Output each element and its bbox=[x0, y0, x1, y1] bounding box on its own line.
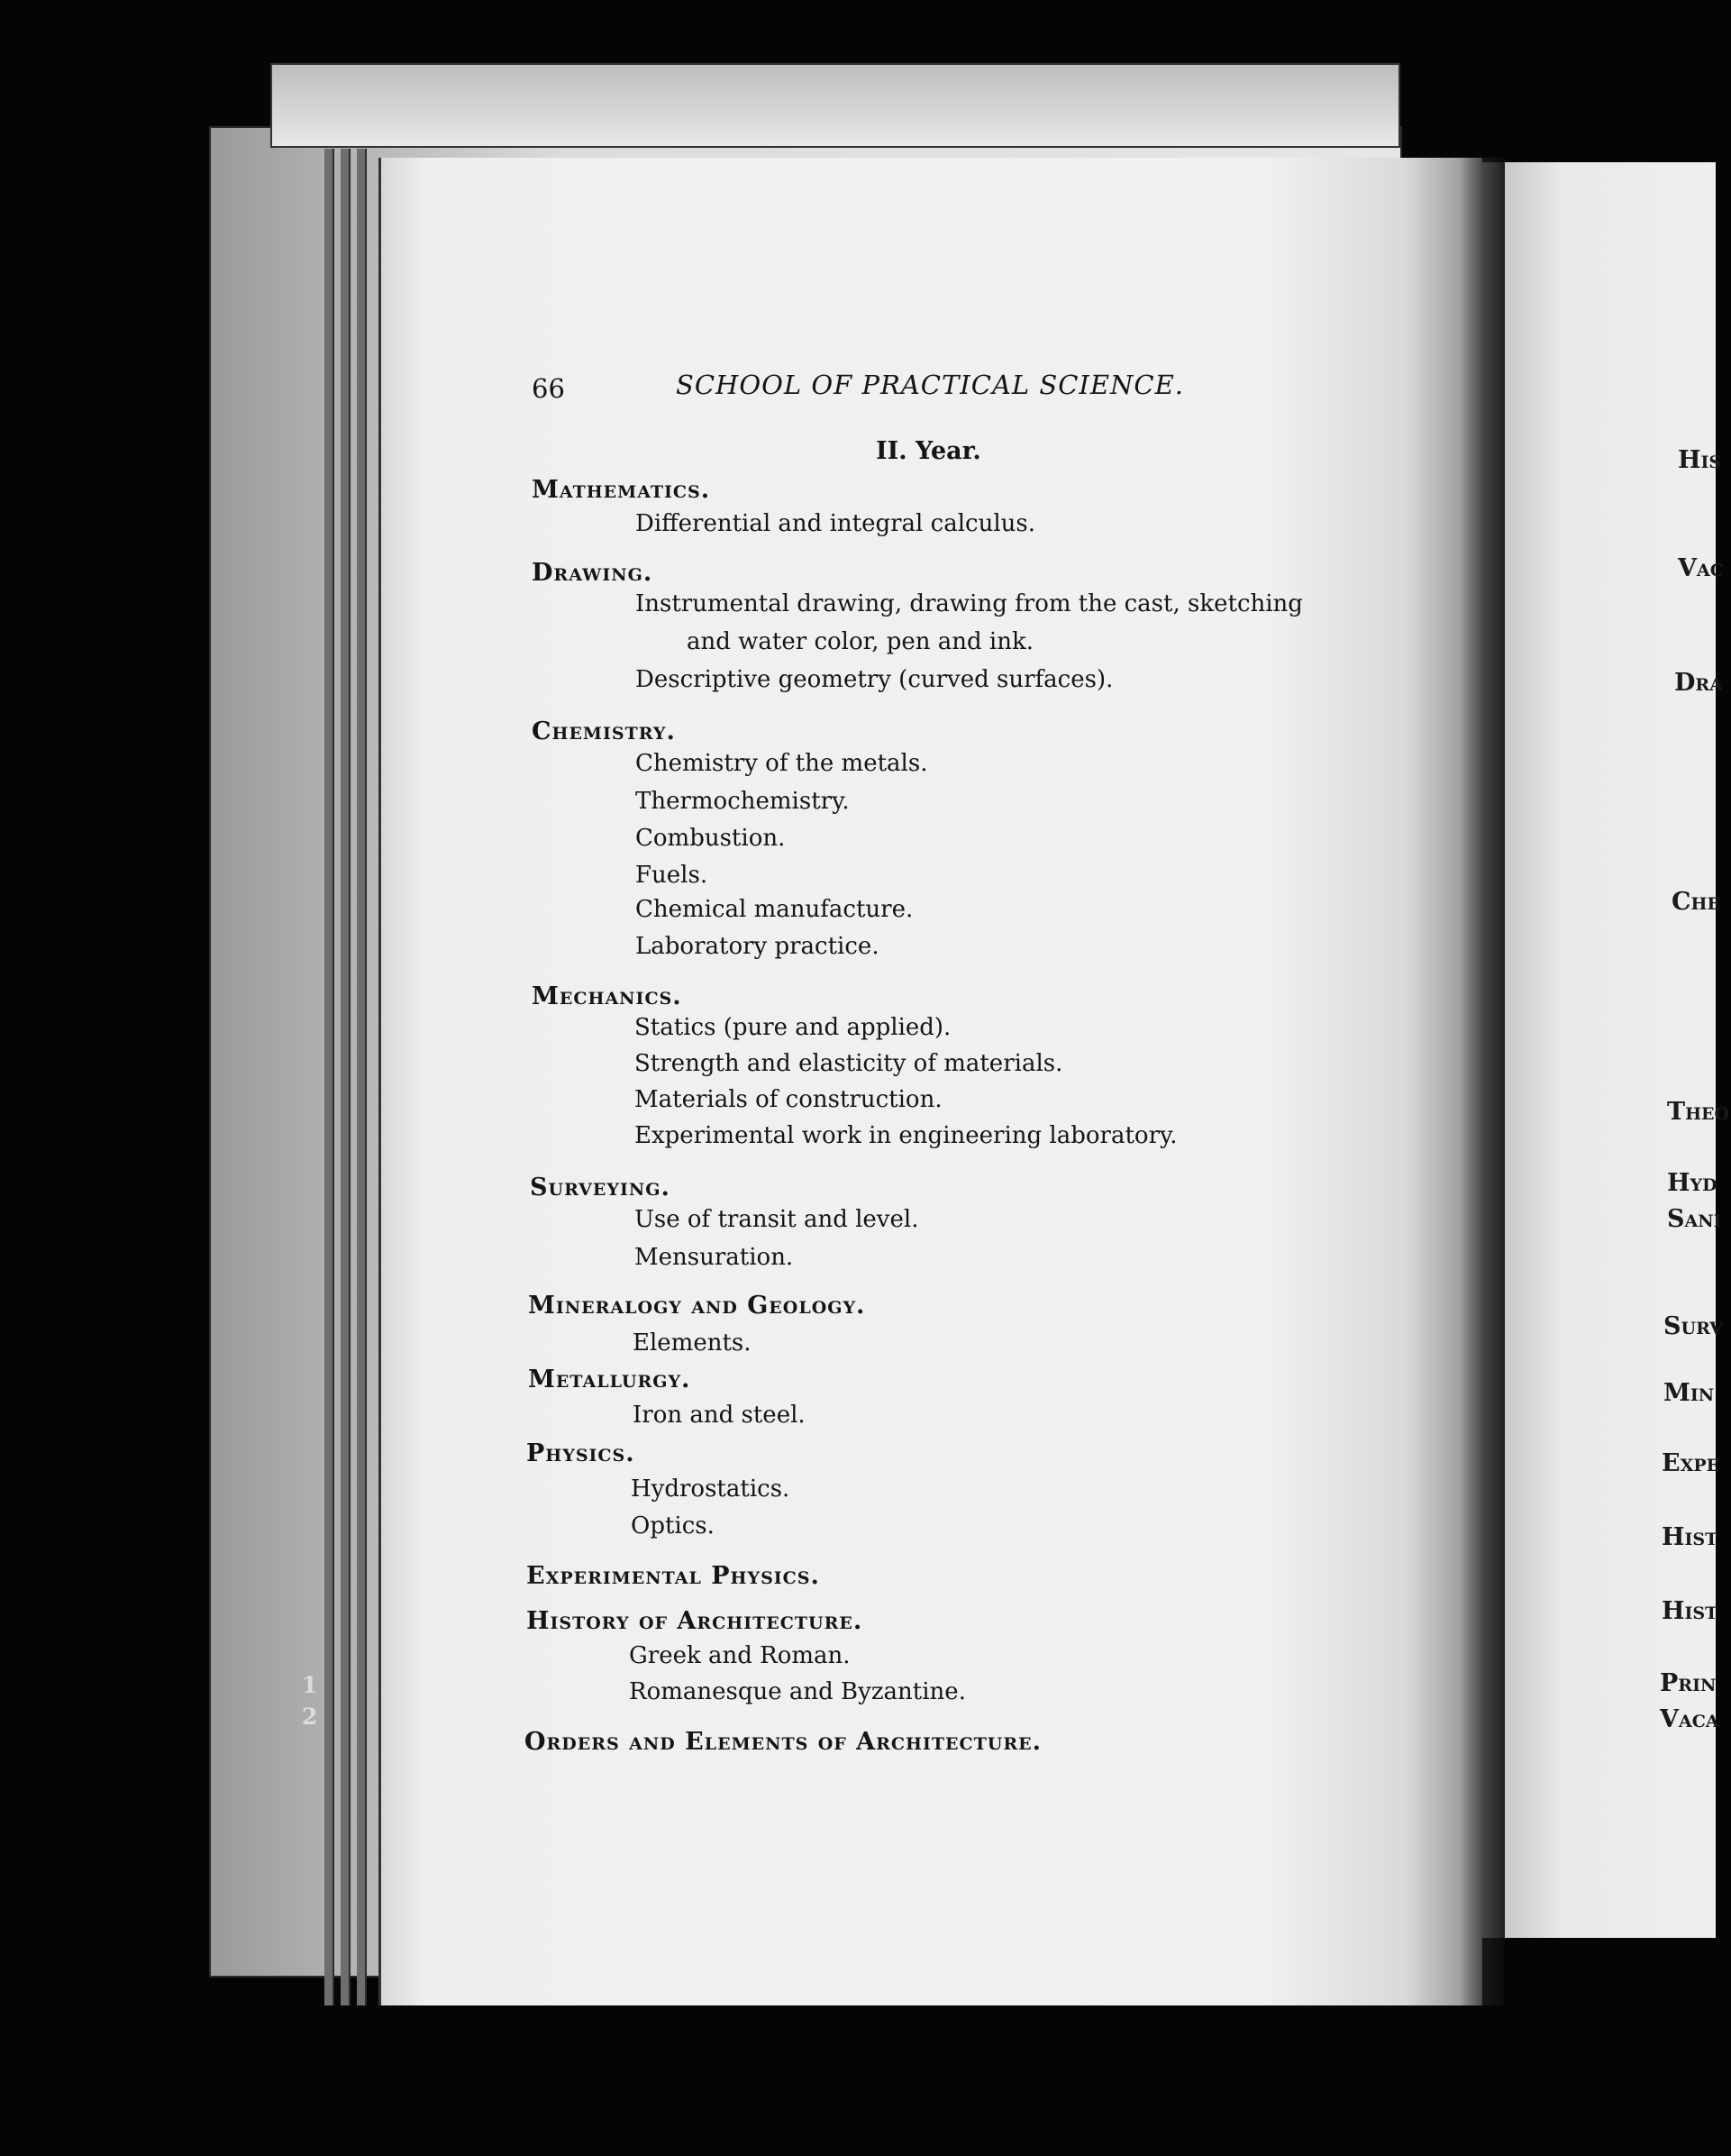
course-item: Descriptive geometry (curved surfaces). bbox=[635, 666, 1114, 693]
course-item: Romanesque and Byzantine. bbox=[629, 1678, 966, 1705]
course-item: Combustion. bbox=[635, 825, 786, 852]
course-item: Thermochemistry. bbox=[635, 788, 850, 815]
course-item: Instrumental drawing, drawing from the cast, sketching bbox=[635, 590, 1303, 617]
facing-fragment: Min bbox=[1663, 1379, 1715, 1407]
facing-fragment: Dra bbox=[1674, 669, 1723, 697]
running-title: SCHOOL OF PRACTICAL SCIENCE. bbox=[676, 370, 1185, 400]
subject-heading: Drawing. bbox=[532, 559, 653, 587]
course-item: Mensuration. bbox=[634, 1244, 794, 1271]
course-item: Chemical manufacture. bbox=[635, 896, 914, 923]
facing-fragment: Expe bbox=[1662, 1449, 1720, 1477]
course-item: Iron and steel. bbox=[633, 1402, 806, 1429]
page-number: 66 bbox=[532, 373, 565, 404]
page-edge-1 bbox=[324, 149, 334, 2005]
facing-fragment: His bbox=[1678, 446, 1722, 474]
subject-heading: Mechanics. bbox=[532, 982, 682, 1010]
facing-fragment: Sani bbox=[1667, 1205, 1722, 1233]
subject-heading: Physics. bbox=[526, 1439, 635, 1467]
course-item: Statics (pure and applied). bbox=[634, 1014, 952, 1041]
section-title: II. Year. bbox=[876, 437, 981, 465]
course-item: Hydrostatics. bbox=[631, 1475, 790, 1503]
subject-heading: Mathematics. bbox=[532, 476, 711, 504]
running-head bbox=[532, 370, 1216, 415]
gutter-shadow bbox=[1460, 158, 1505, 2005]
course-item: Elements. bbox=[633, 1329, 752, 1357]
course-item: Materials of construction. bbox=[634, 1086, 943, 1113]
course-item: Fuels. bbox=[635, 862, 708, 889]
course-item: Strength and elasticity of materials. bbox=[634, 1050, 1063, 1077]
course-item: Optics. bbox=[631, 1512, 715, 1539]
course-item-continuation: and water color, pen and ink. bbox=[687, 628, 1034, 655]
facing-fragment: Hist bbox=[1662, 1597, 1718, 1625]
left-margin-fragment: 1 bbox=[302, 1672, 318, 1698]
page-edge-3 bbox=[357, 149, 367, 2005]
subject-heading: Surveying. bbox=[530, 1174, 670, 1201]
course-item: Use of transit and level. bbox=[634, 1206, 919, 1233]
facing-fragment: Prin bbox=[1660, 1669, 1717, 1697]
course-item: Chemistry of the metals. bbox=[635, 750, 928, 777]
subject-heading: History of Architecture. bbox=[526, 1607, 863, 1635]
facing-fragment: Vac bbox=[1678, 554, 1724, 582]
facing-fragment: Hist bbox=[1662, 1523, 1718, 1551]
page-edge-2 bbox=[341, 149, 351, 2005]
facing-fragment: Vaca bbox=[1660, 1705, 1719, 1733]
course-item: Differential and integral calculus. bbox=[635, 510, 1035, 537]
top-sheet-edge bbox=[270, 63, 1400, 148]
subject-heading: Orders and Elements of Architecture. bbox=[524, 1728, 1042, 1756]
facing-fragment: Surv bbox=[1663, 1312, 1723, 1340]
course-item: Greek and Roman. bbox=[629, 1642, 851, 1669]
subject-heading: Mineralogy and Geology. bbox=[528, 1292, 866, 1320]
course-item: Experimental work in engineering laboratory. bbox=[634, 1122, 1178, 1149]
left-margin-fragment: 2 bbox=[302, 1704, 318, 1730]
subject-heading: Experimental Physics. bbox=[526, 1562, 820, 1590]
facing-fragment: Che bbox=[1672, 888, 1720, 916]
facing-fragment: Theo bbox=[1667, 1098, 1730, 1126]
subject-heading: Chemistry. bbox=[532, 717, 676, 745]
subject-heading: Metallurgy. bbox=[528, 1366, 691, 1393]
facing-fragment: Hyd bbox=[1667, 1169, 1717, 1197]
course-item: Laboratory practice. bbox=[635, 933, 879, 960]
